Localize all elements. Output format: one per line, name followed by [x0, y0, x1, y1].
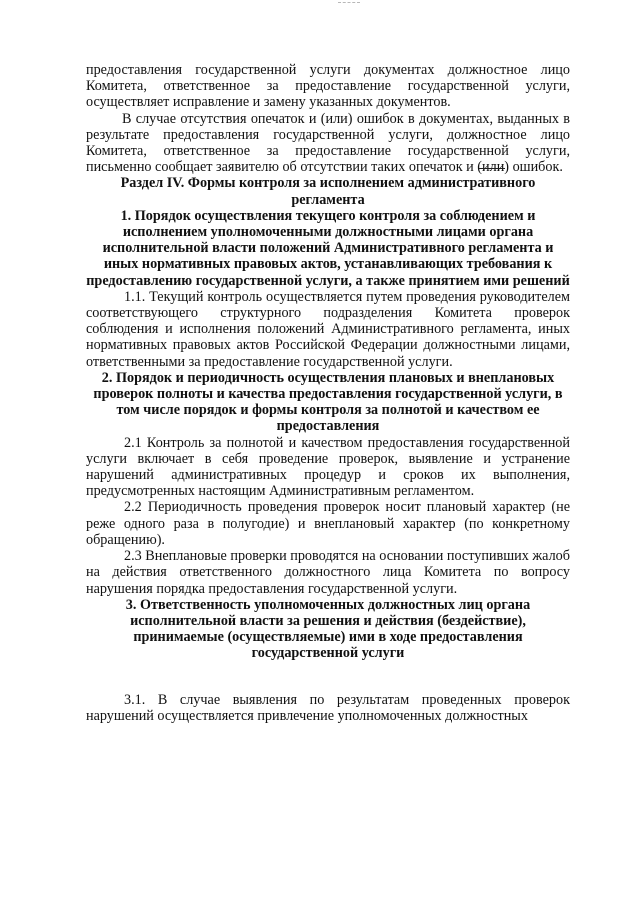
document-body: [86, 62, 570, 724]
paragraph-2-2: 2.2 Периодичность проведения проверок носит плановый характер (не реже одного раза в полугодие) и внеплановый характер (по конкретному обращению).: [86, 499, 570, 548]
paragraph-2-3: 2.3 Внеплановые проверки проводятся на основании поступивших жалоб на действия ответственного должностного лица Комитета по вопросу нарушения порядка предоставления государственной услуги.: [86, 548, 570, 597]
subsection-heading-3: 3. Ответственность уполномоченных должностных лиц органа исполнительной власти за решения и действия (бездействие), принимаемые (осуществляемые) ими в ходе предоставления государственной услуги: [125, 596, 531, 662]
section-heading: Раздел IV. Формы контроля за исполнением административного регламента: [120, 175, 536, 208]
paragraph-3-1: 3.1. В случае выявления по результатам проведенных проверок нарушений осуществляется привлечение уполномоченных должностных: [86, 691, 570, 724]
paragraph-continuation: предоставления государственной услуги документах должностное лицо Комитета, ответственное за предоставление государственной услуги, осуществляет исправление и замену указанных документов.: [86, 62, 570, 111]
paragraph-1-1: 1.1. Текущий контроль осуществляется путем проведения руководителем соответствующего структурного подразделения Комитета проверок соблюдения и исполнения положений Административного регламента, иных нормативных правовых актов Российской Федерации должностными лицами, ответственными за предоставление государственной услуги.: [86, 288, 570, 370]
paragraph-2-1: 2.1 Контроль за полнотой и качеством предоставления государственной услуги включает в себя проведение проверок, выявление и устранение нарушений административных процедур и сроков их выполнения, предусмотренных настоящим Административным регламентом.: [86, 434, 570, 500]
page-top-mark: [338, 2, 360, 7]
vertical-gap: [86, 662, 570, 692]
subsection-heading-2: 2. Порядок и периодичность осуществления плановых и внеплановых проверок полноты и качества предоставления государственной услуги, в том числе порядок и формы контроля за полнотой и качеством ее предоставления: [93, 369, 563, 435]
paragraph-no-errors: [86, 111, 570, 176]
paragraph-no-errors-text: В случае отсутствия опечаток и (или) ошибок в документах, выданных в результате предоставления государственной услуги, должностное лицо Комитета, ответственное за предоставление государственной услуги, письменно сообщает заявителю об отсутствии таких опечаток и: [86, 110, 570, 176]
subsection-heading-1: 1. Порядок осуществления текущего контроля за соблюдением и исполнением уполномоченными должностными лицами органа исполнительной власти положений Административного регламента и иных нормативных правовых актов, устанавливающих требования к предоставлению государственной услуги, а также принятием ими решений: [86, 207, 570, 289]
paragraph-no-errors-end: ошибок.: [512, 159, 563, 176]
struck-text: (или): [477, 159, 510, 176]
